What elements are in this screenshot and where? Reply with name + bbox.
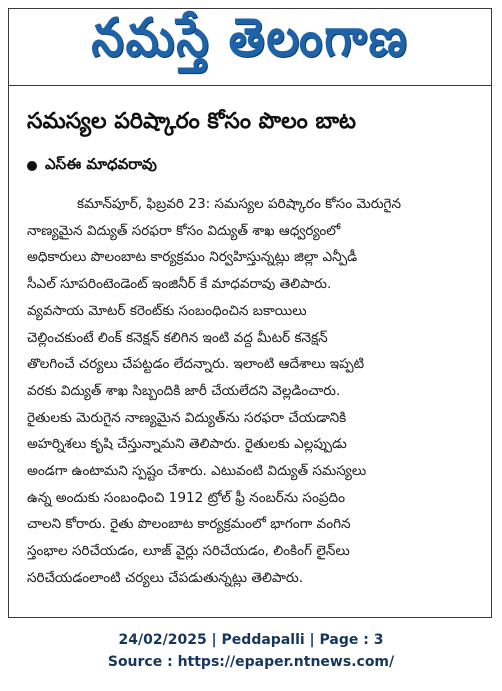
article-line: చెల్లించకుంటే లింక్ కనెక్షన్ కలిగిన ఇంటి వద్ద మీటర్ కనెక్షన్ bbox=[27, 329, 328, 346]
article-line: చాలని కోరారు. రైతు పొలంబాట కార్యక్రమంలో భాగంగా వంగిన bbox=[27, 516, 351, 533]
article-line: సరిచేయడంలాంటి చర్యలు చేపడుతున్నట్లు తెలిపారు. bbox=[27, 569, 304, 586]
article-headline: సమస్యల పరిష్కారం కోసం పొలం బాట bbox=[27, 109, 357, 134]
masthead-title: నమస్తే తెలంగాణ bbox=[91, 8, 409, 69]
article-line: తొలగించే చర్యలు చేపట్టడం లేదన్నారు. ఇలాంటి ఆదేశాలు ఇప్పటి bbox=[27, 356, 365, 373]
article-line: కమాన్‌పూర్, ఫిబ్రవరి 23: సమస్యల పరిష్కారం కోసం మెరుగైన bbox=[77, 196, 402, 212]
article-line: వ్యవసాయ మోటర్ కరెంట్‌కు సంబంధించిన బకాయిలు bbox=[27, 302, 307, 319]
article-line: వరకు విద్యుత్ శాఖ సిబ్బందికి జారీ చేయలేదని వెల్లడించారు. bbox=[27, 382, 341, 399]
article-line: సీఎల్ సూపరింటెండెంట్ ఇంజినీర్ కే మాధవరావు తెలిపారు. bbox=[27, 276, 332, 293]
article-line: అధికారులు పొలంబాట కార్యక్రమం నిర్వహిస్తున్నట్లు జిల్లా ఎన్పీడీ bbox=[27, 249, 358, 266]
footer-source: Source : https://epaper.ntnews.com/ bbox=[107, 654, 395, 670]
article-body bbox=[27, 191, 485, 592]
masthead bbox=[9, 8, 491, 77]
article-line: స్తంభాల సరిచేయడం, లూజ్ వైర్లు సరిచేయడం, లింకింగ్ లైన్‌లు bbox=[27, 543, 350, 560]
article-byline bbox=[27, 155, 157, 177]
byline-author: ఎస్ఈ మాధవరావు bbox=[45, 155, 157, 173]
newspaper-clipping bbox=[8, 8, 492, 618]
bullet-icon bbox=[27, 161, 37, 171]
masthead-divider bbox=[9, 85, 491, 86]
article-line: అండగా ఉంటామని స్పష్టం చేశారు. ఎటువంటి విద్యుత్ సమస్యలు bbox=[27, 463, 367, 480]
article-line: రైతులకు మెరుగైన నాణ్యమైన విద్యుత్‌ను సరఫరా చేయడానికి bbox=[27, 409, 347, 426]
footer-meta: 24/02/2025 | Peddapalli | Page : 3 bbox=[118, 632, 384, 648]
article-line: ఉన్న అందుకు సంబంధించి 1912 ట్రోల్ ఫ్రీ నంబర్‌ను సంప్రదిం bbox=[27, 489, 346, 506]
article-line: నాణ్యమైన విద్యుత్ సరఫరా కోసం విద్యుత్ శాఖ ఆధ్వర్యంలో bbox=[27, 222, 341, 239]
article-line: అహర్నిశలు కృషి చేస్తున్నామని తెలిపారు. రైతులకు ఎల్లప్పుడు bbox=[27, 436, 347, 453]
